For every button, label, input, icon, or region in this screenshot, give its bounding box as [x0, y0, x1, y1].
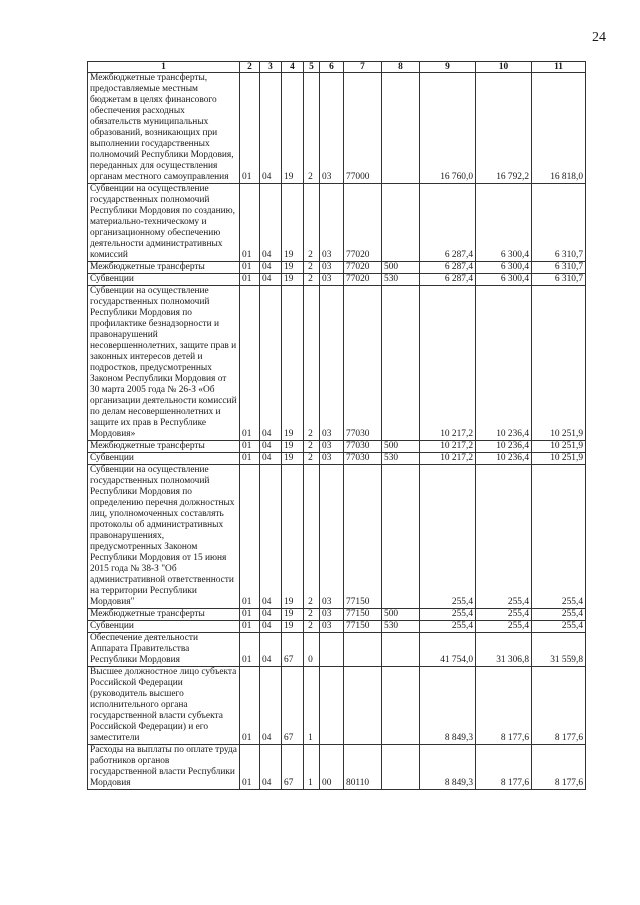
row-code: 2 — [304, 286, 320, 441]
column-header: 4 — [282, 62, 304, 73]
row-code: 04 — [260, 465, 282, 609]
row-code: 77030 — [344, 441, 382, 453]
budget-table — [87, 61, 586, 790]
row-code — [382, 286, 420, 441]
row-amount: 31 559,8 — [532, 633, 586, 667]
row-code — [320, 633, 344, 667]
row-code: 03 — [320, 274, 344, 286]
row-amount: 41 754,0 — [420, 633, 476, 667]
row-code: 19 — [282, 286, 304, 441]
row-code: 77150 — [344, 621, 382, 633]
row-amount: 255,4 — [420, 621, 476, 633]
row-amount: 16 792,2 — [476, 73, 532, 184]
column-header: 2 — [240, 62, 260, 73]
row-amount: 10 251,9 — [532, 286, 586, 441]
row-code: 03 — [320, 465, 344, 609]
row-amount: 6 287,4 — [420, 184, 476, 262]
row-code: 01 — [240, 73, 260, 184]
column-header: 11 — [532, 62, 586, 73]
row-code: 19 — [282, 262, 304, 274]
row-code: 2 — [304, 184, 320, 262]
row-code: 77020 — [344, 262, 382, 274]
row-name: Обеспечение деятельности Аппарата Правительства Республики Мордовия — [88, 633, 240, 667]
row-amount: 10 251,9 — [532, 453, 586, 465]
column-header: 3 — [260, 62, 282, 73]
row-amount: 8 849,3 — [420, 745, 476, 790]
row-code: 19 — [282, 621, 304, 633]
row-code: 2 — [304, 73, 320, 184]
row-code: 03 — [320, 73, 344, 184]
table-row — [88, 667, 586, 745]
row-code: 01 — [240, 286, 260, 441]
column-header: 9 — [420, 62, 476, 73]
row-amount: 8 177,6 — [476, 745, 532, 790]
row-amount: 6 310,7 — [532, 262, 586, 274]
row-amount: 8 177,6 — [532, 745, 586, 790]
row-amount: 10 251,9 — [532, 441, 586, 453]
row-amount: 255,4 — [532, 621, 586, 633]
row-code: 01 — [240, 465, 260, 609]
row-code — [320, 667, 344, 745]
row-code: 19 — [282, 465, 304, 609]
row-amount: 8 849,3 — [420, 667, 476, 745]
row-code: 2 — [304, 621, 320, 633]
row-code: 2 — [304, 262, 320, 274]
row-code: 77000 — [344, 73, 382, 184]
table-row — [88, 633, 586, 667]
row-name: Межбюджетные трансферты — [88, 609, 240, 621]
table-row — [88, 274, 586, 286]
table-row — [88, 73, 586, 184]
row-code — [382, 745, 420, 790]
row-code: 01 — [240, 745, 260, 790]
row-code: 80110 — [344, 745, 382, 790]
column-header: 10 — [476, 62, 532, 73]
row-code: 04 — [260, 73, 282, 184]
table-row — [88, 453, 586, 465]
row-name: Субвенции на осуществление государственных полномочий Республики Мордовия по профилактике безнадзорности и правонарушений несовершеннолетних, защите прав и законных интересов детей и подростков, предусмотренных Законом Республики Мордовия от 30 марта 2005 года № 26-З «Об организации деятельности комиссий по делам несовершеннолетних и защите их прав в Республике Мордовия» — [88, 286, 240, 441]
row-amount: 6 300,4 — [476, 262, 532, 274]
row-code: 77150 — [344, 609, 382, 621]
row-code: 77020 — [344, 274, 382, 286]
row-code: 04 — [260, 667, 282, 745]
row-code: 04 — [260, 274, 282, 286]
row-amount: 10 217,2 — [420, 286, 476, 441]
row-code — [382, 465, 420, 609]
table-row — [88, 286, 586, 441]
row-code: 03 — [320, 184, 344, 262]
row-name: Высшее должностное лицо субъекта Российской Федерации (руководитель высшего исполнительного органа государственной власти субъекта Российской Федерации) и его заместители — [88, 667, 240, 745]
row-name: Субвенции на осуществление государственных полномочий Республики Мордовия по созданию, материально-техническому и организационному обеспечению деятельности административных комиссий — [88, 184, 240, 262]
row-amount: 10 236,4 — [476, 453, 532, 465]
row-code: 03 — [320, 621, 344, 633]
row-amount: 6 310,7 — [532, 184, 586, 262]
row-amount: 255,4 — [420, 465, 476, 609]
row-code: 04 — [260, 184, 282, 262]
row-name: Субвенции — [88, 621, 240, 633]
table-row — [88, 745, 586, 790]
column-header: 8 — [382, 62, 420, 73]
row-amount: 255,4 — [532, 609, 586, 621]
row-amount: 255,4 — [476, 609, 532, 621]
table-row — [88, 441, 586, 453]
page-number: 24 — [592, 30, 606, 45]
column-header: 7 — [344, 62, 382, 73]
row-name: Субвенции — [88, 274, 240, 286]
row-amount: 255,4 — [476, 621, 532, 633]
row-code: 19 — [282, 609, 304, 621]
row-code: 2 — [304, 453, 320, 465]
row-code: 04 — [260, 745, 282, 790]
column-header: 5 — [304, 62, 320, 73]
row-amount: 255,4 — [532, 465, 586, 609]
row-amount: 6 287,4 — [420, 262, 476, 274]
row-code: 1 — [304, 667, 320, 745]
row-code: 19 — [282, 441, 304, 453]
row-code: 67 — [282, 745, 304, 790]
row-amount: 10 217,2 — [420, 453, 476, 465]
row-code: 04 — [260, 453, 282, 465]
row-code: 77020 — [344, 184, 382, 262]
row-code: 04 — [260, 262, 282, 274]
row-amount: 16 818,0 — [532, 73, 586, 184]
row-amount: 255,4 — [476, 465, 532, 609]
row-code — [382, 667, 420, 745]
row-code: 03 — [320, 262, 344, 274]
row-code: 03 — [320, 441, 344, 453]
table-header-row — [88, 62, 586, 73]
row-code — [344, 633, 382, 667]
row-code: 500 — [382, 609, 420, 621]
row-code: 04 — [260, 286, 282, 441]
row-code: 67 — [282, 667, 304, 745]
row-code: 01 — [240, 667, 260, 745]
row-amount: 255,4 — [420, 609, 476, 621]
table-row — [88, 609, 586, 621]
row-code: 1 — [304, 745, 320, 790]
row-code: 2 — [304, 274, 320, 286]
row-code — [382, 184, 420, 262]
row-name: Расходы на выплаты по оплате труда работников органов государственной власти Республики Мордовия — [88, 745, 240, 790]
table-row — [88, 262, 586, 274]
table-row — [88, 465, 586, 609]
row-code: 500 — [382, 441, 420, 453]
row-code: 77150 — [344, 465, 382, 609]
row-code: 04 — [260, 609, 282, 621]
row-name: Субвенции на осуществление государственных полномочий Республики Мордовия по определению перечня должностных лиц, уполномоченных составлять протоколы об административных правонарушениях, предусмотренных Законом Республики Мордовия от 15 июня 2015 года № 38-З "Об административной ответственности на территории Республики Мордовия" — [88, 465, 240, 609]
row-code — [344, 667, 382, 745]
row-code: 530 — [382, 274, 420, 286]
row-code: 19 — [282, 274, 304, 286]
row-code: 04 — [260, 633, 282, 667]
row-code: 00 — [320, 745, 344, 790]
row-code: 530 — [382, 453, 420, 465]
row-code: 01 — [240, 274, 260, 286]
column-header: 6 — [320, 62, 344, 73]
row-amount: 31 306,8 — [476, 633, 532, 667]
row-code: 19 — [282, 73, 304, 184]
row-code: 19 — [282, 453, 304, 465]
row-code: 01 — [240, 441, 260, 453]
row-amount: 10 236,4 — [476, 441, 532, 453]
row-code: 19 — [282, 184, 304, 262]
row-code: 01 — [240, 453, 260, 465]
row-code: 03 — [320, 286, 344, 441]
row-code — [382, 633, 420, 667]
row-code: 01 — [240, 184, 260, 262]
row-name: Межбюджетные трансферты — [88, 441, 240, 453]
row-code: 500 — [382, 262, 420, 274]
row-code: 01 — [240, 609, 260, 621]
row-code: 04 — [260, 621, 282, 633]
row-amount: 10 217,2 — [420, 441, 476, 453]
row-code: 2 — [304, 609, 320, 621]
row-code: 03 — [320, 609, 344, 621]
row-amount: 6 310,7 — [532, 274, 586, 286]
table-row — [88, 621, 586, 633]
table-row — [88, 184, 586, 262]
row-amount: 6 300,4 — [476, 184, 532, 262]
row-amount: 16 760,0 — [420, 73, 476, 184]
row-amount: 10 236,4 — [476, 286, 532, 441]
column-header: 1 — [88, 62, 240, 73]
row-amount: 8 177,6 — [476, 667, 532, 745]
row-code: 01 — [240, 262, 260, 274]
row-code: 0 — [304, 633, 320, 667]
row-code — [382, 73, 420, 184]
row-code: 01 — [240, 621, 260, 633]
row-amount: 8 177,6 — [532, 667, 586, 745]
row-code: 2 — [304, 441, 320, 453]
row-code: 67 — [282, 633, 304, 667]
row-name: Межбюджетные трансферты, предоставляемые местным бюджетам в целях финансового обеспечения расходных обязательств муниципальных образований, возникающих при выполнении государственных полномочий Республики Мордовия, переданных для осуществления органам местного самоуправления — [88, 73, 240, 184]
row-amount: 6 300,4 — [476, 274, 532, 286]
row-code: 530 — [382, 621, 420, 633]
row-code: 77030 — [344, 453, 382, 465]
row-name: Межбюджетные трансферты — [88, 262, 240, 274]
row-code: 77030 — [344, 286, 382, 441]
row-code: 2 — [304, 465, 320, 609]
row-code: 01 — [240, 633, 260, 667]
row-amount: 6 287,4 — [420, 274, 476, 286]
row-code: 03 — [320, 453, 344, 465]
row-name: Субвенции — [88, 453, 240, 465]
row-code: 04 — [260, 441, 282, 453]
